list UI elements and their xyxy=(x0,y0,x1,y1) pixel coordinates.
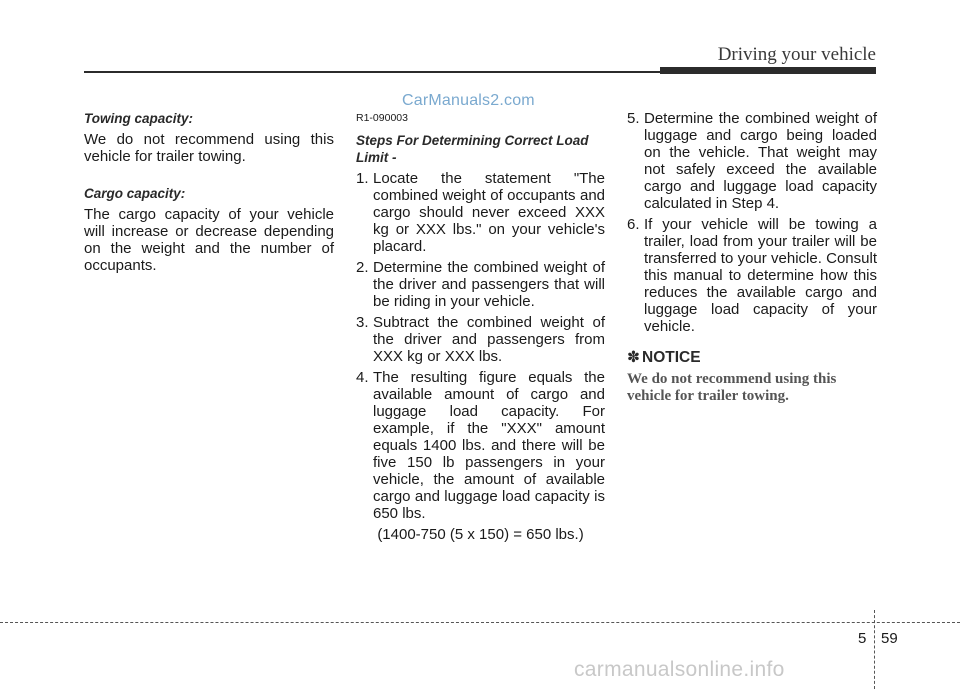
header-rule-thin xyxy=(84,71,660,73)
column-right xyxy=(627,110,877,405)
notice-heading-label: NOTICE xyxy=(642,349,701,366)
list-item xyxy=(356,259,605,310)
example-formula: (1400-750 (5 x 150) = 650 lbs.) xyxy=(377,526,584,543)
list-item xyxy=(356,170,605,255)
notice-heading xyxy=(627,349,877,366)
list-item xyxy=(627,110,877,212)
cargo-capacity-heading: Cargo capacity: xyxy=(84,186,186,201)
list-item xyxy=(356,314,605,365)
notice-text: We do not recommend using this vehicle for trailer towing. xyxy=(627,371,837,404)
header-rule-thick xyxy=(660,67,876,74)
step-text: Locate the statement "The combined weight of occupants and cargo should never exceed XXX kg or XXX lbs." on your vehicle's placard. xyxy=(373,170,605,255)
step-number: 6. xyxy=(627,216,640,233)
step-text: Determine the combined weight of the driver and passengers that will be riding in your vehicle. xyxy=(373,259,605,310)
step-text: The resulting figure equals the available amount of cargo and luggage load capacity. For example, if the "XXX" amount equals 1400 lbs. and there will be five 150 lb passengers in your vehicle, the amount of available cargo and luggage load capacity is 650 lbs. xyxy=(373,369,605,522)
footer-rule xyxy=(0,622,960,623)
header-title: Driving your vehicle xyxy=(717,44,876,65)
load-limit-steps xyxy=(356,170,605,522)
step-text: Determine the combined weight of luggage and cargo being loaded on the vehicle. That weight may not safely exceed the available cargo and luggage load capacity calculated in Step 4. xyxy=(644,110,877,212)
section-number: 5 xyxy=(858,630,867,647)
list-item xyxy=(627,216,877,335)
step-number: 3. xyxy=(356,314,369,331)
page-number: 59 xyxy=(881,630,898,647)
notice-star-icon: ✽ xyxy=(627,349,640,366)
step-number: 4. xyxy=(356,369,369,386)
column-middle xyxy=(356,110,605,543)
watermark-top: CarManuals2.com xyxy=(402,92,535,109)
section-code: R1-090003 xyxy=(356,112,408,124)
towing-capacity-text: We do not recommend using this vehicle for trailer towing. xyxy=(84,131,334,165)
page-number-divider xyxy=(874,610,875,689)
step-number: 2. xyxy=(356,259,369,276)
step-text: Subtract the combined weight of the driver and passengers from XXX kg or XXX lbs. xyxy=(373,314,605,365)
load-limit-steps-continued xyxy=(627,110,877,335)
step-number: 1. xyxy=(356,170,369,187)
column-left xyxy=(84,110,334,294)
step-number: 5. xyxy=(627,110,640,127)
cargo-capacity-text: The cargo capacity of your vehicle will increase or decrease depending on the weight and the number of occupants. xyxy=(84,206,334,274)
load-limit-heading: Steps For Determining Correct Load Limit - xyxy=(356,133,589,165)
list-item xyxy=(356,369,605,522)
towing-capacity-heading: Towing capacity: xyxy=(84,111,194,126)
step-text: If your vehicle will be towing a trailer, load from your trailer will be transferred to your vehicle. Consult this manual to determine how this reduces the available cargo and luggage load capacity of your vehicle. xyxy=(644,216,877,335)
watermark-bottom: carmanualsonline.info xyxy=(574,658,785,681)
